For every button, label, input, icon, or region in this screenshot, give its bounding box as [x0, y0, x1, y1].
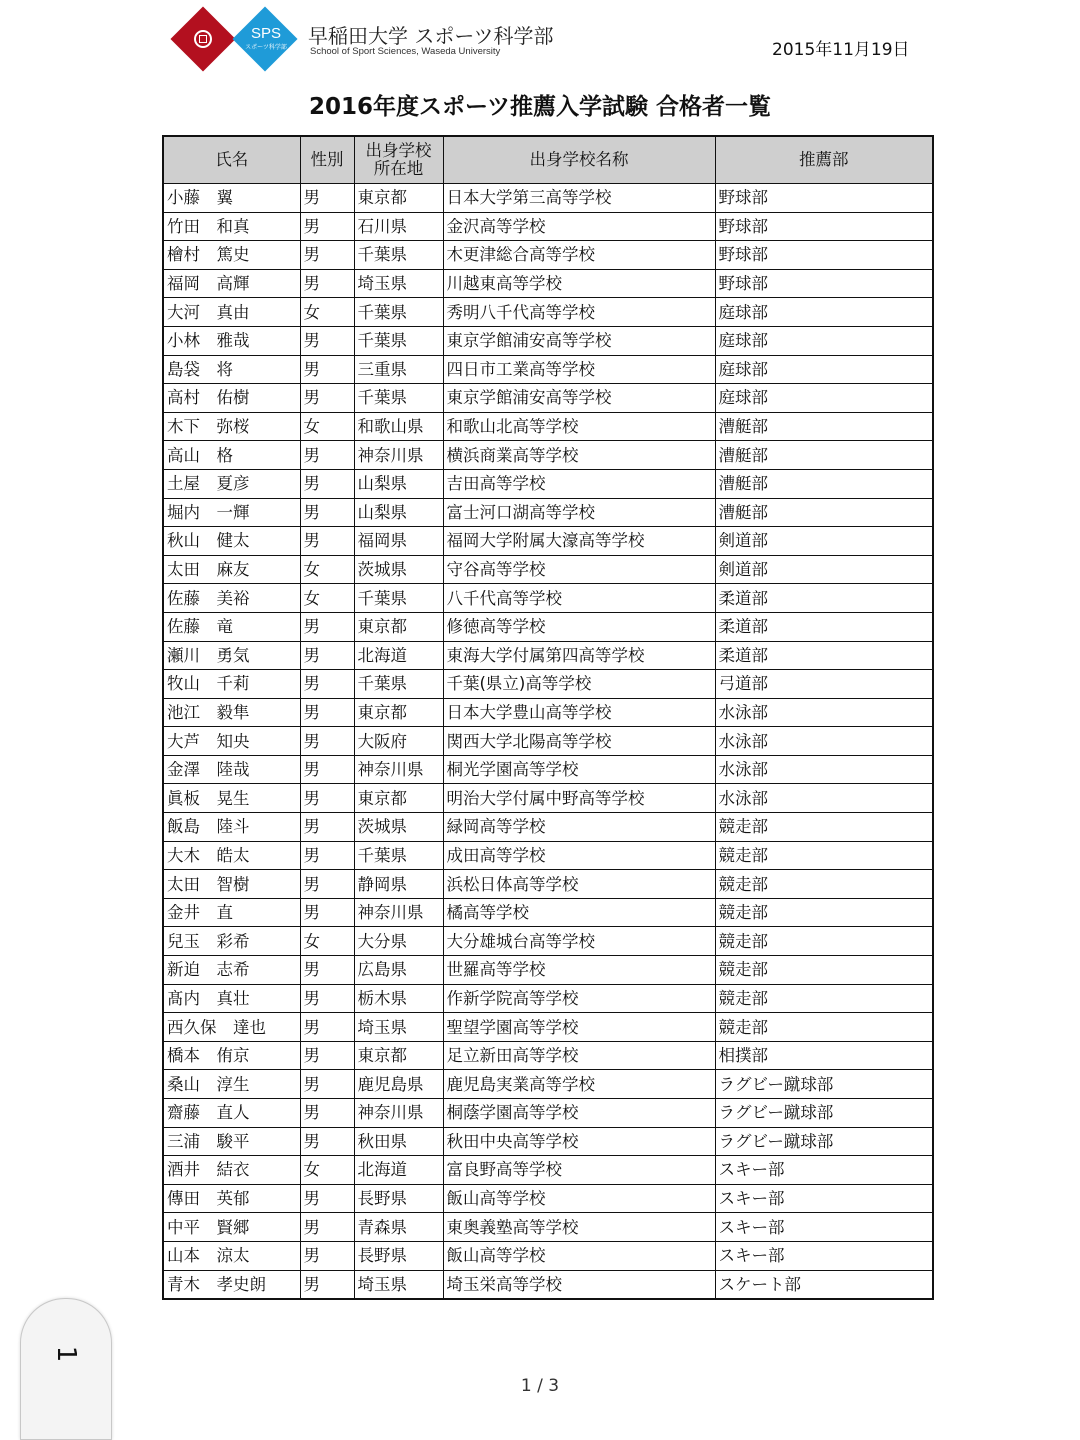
cell-location: 神奈川県 [354, 1099, 443, 1128]
cell-name: 齋藤 直人 [163, 1099, 300, 1128]
cell-location: 千葉県 [354, 241, 443, 270]
cell-school: 聖望学園高等学校 [443, 1013, 715, 1042]
cell-location: 鹿児島県 [354, 1070, 443, 1099]
cell-gender: 男 [300, 727, 354, 756]
cell-school: 川越東高等学校 [443, 269, 715, 298]
cell-club: 剣道部 [715, 555, 933, 584]
cell-club: スケート部 [715, 1270, 933, 1299]
cell-gender: 男 [300, 1099, 354, 1128]
page-title: 2016年度スポーツ推薦入学試験 合格者一覧 [308, 94, 772, 120]
cell-school: 金沢高等学校 [443, 212, 715, 241]
table-row [163, 527, 933, 556]
cell-gender: 男 [300, 1241, 354, 1270]
cell-gender: 男 [300, 469, 354, 498]
column-header-location-text: 出身学校所在地 [365, 141, 432, 178]
cell-school: 東京学館浦安高等学校 [443, 384, 715, 413]
cell-name: 大芦 知央 [163, 727, 300, 756]
cell-name: 瀬川 勇気 [163, 641, 300, 670]
cell-name: 山本 涼太 [163, 1241, 300, 1270]
cell-club: ラグビー蹴球部 [715, 1099, 933, 1128]
cell-name: 三浦 駿平 [163, 1127, 300, 1156]
cell-club: 野球部 [715, 184, 933, 213]
cell-gender: 女 [300, 555, 354, 584]
cell-location: 千葉県 [354, 670, 443, 699]
cell-name: 眞板 晃生 [163, 784, 300, 813]
table-row [163, 641, 933, 670]
cell-school: 浜松日体高等学校 [443, 870, 715, 899]
table-row [163, 1099, 933, 1128]
cell-gender: 男 [300, 698, 354, 727]
cell-gender: 男 [300, 1127, 354, 1156]
cell-gender: 男 [300, 527, 354, 556]
cell-name: 佐藤 美裕 [163, 584, 300, 613]
table-row [163, 1013, 933, 1042]
cell-name: 小藤 翼 [163, 184, 300, 213]
cell-location: 大分県 [354, 927, 443, 956]
table-row [163, 355, 933, 384]
cell-gender: 男 [300, 212, 354, 241]
cell-gender: 男 [300, 1184, 354, 1213]
cell-gender: 男 [300, 641, 354, 670]
cell-name: 堀内 一輝 [163, 498, 300, 527]
results-table [162, 135, 934, 1300]
university-name-jp: 早稲田大学 スポーツ科学部 [308, 24, 554, 48]
column-header-gender: 性別 [300, 136, 354, 184]
table-row [163, 841, 933, 870]
table-row [163, 784, 933, 813]
cell-club: 競走部 [715, 984, 933, 1013]
cell-location: 北海道 [354, 1156, 443, 1185]
cell-club: スキー部 [715, 1184, 933, 1213]
cell-gender: 男 [300, 956, 354, 985]
cell-gender: 男 [300, 384, 354, 413]
cell-club: 弓道部 [715, 670, 933, 699]
cell-school: 大分雄城台高等学校 [443, 927, 715, 956]
cell-location: 東京都 [354, 184, 443, 213]
cell-gender: 女 [300, 1156, 354, 1185]
table-row [163, 1070, 933, 1099]
table-row [163, 612, 933, 641]
table-row [163, 384, 933, 413]
cell-location: 広島県 [354, 956, 443, 985]
column-header-school: 出身学校名称 [443, 136, 715, 184]
cell-gender: 男 [300, 184, 354, 213]
cell-location: 埼玉県 [354, 269, 443, 298]
cell-school: 東海大学付属第四高等学校 [443, 641, 715, 670]
cell-club: 庭球部 [715, 384, 933, 413]
cell-school: 明治大学付属中野高等学校 [443, 784, 715, 813]
table-row [163, 670, 933, 699]
cell-name: 金井 直 [163, 898, 300, 927]
cell-name: 大河 真由 [163, 298, 300, 327]
cell-gender: 女 [300, 412, 354, 441]
cell-name: 牧山 千莉 [163, 670, 300, 699]
cell-club: 庭球部 [715, 355, 933, 384]
cell-school: 日本大学豊山高等学校 [443, 698, 715, 727]
column-header-location [354, 136, 443, 184]
table-header-row [163, 136, 933, 184]
cell-name: 青木 孝史朗 [163, 1270, 300, 1299]
table-row [163, 727, 933, 756]
cell-gender: 男 [300, 784, 354, 813]
cell-name: 桑山 淳生 [163, 1070, 300, 1099]
cell-location: 福岡県 [354, 527, 443, 556]
page-tab-button[interactable] [20, 1298, 112, 1440]
cell-name: 大木 皓太 [163, 841, 300, 870]
cell-club: 柔道部 [715, 584, 933, 613]
cell-name: 島袋 将 [163, 355, 300, 384]
cell-club: 漕艇部 [715, 498, 933, 527]
cell-school: 四日市工業高等学校 [443, 355, 715, 384]
cell-school: 秋田中央高等学校 [443, 1127, 715, 1156]
cell-school: 桐光学園高等学校 [443, 755, 715, 784]
cell-name: 髙内 真壮 [163, 984, 300, 1013]
cell-location: 千葉県 [354, 841, 443, 870]
table-row [163, 813, 933, 842]
cell-location: 千葉県 [354, 326, 443, 355]
cell-school: 富良野高等学校 [443, 1156, 715, 1185]
cell-school: 足立新田高等学校 [443, 1041, 715, 1070]
cell-location: 東京都 [354, 1041, 443, 1070]
table-body [163, 184, 933, 1300]
cell-name: 飯島 陸斗 [163, 813, 300, 842]
table-row [163, 1156, 933, 1185]
cell-club: 柔道部 [715, 641, 933, 670]
cell-location: 東京都 [354, 698, 443, 727]
cell-club: 水泳部 [715, 727, 933, 756]
header-logo [172, 8, 632, 72]
table-row [163, 898, 933, 927]
table-row [163, 1270, 933, 1299]
cell-club: 競走部 [715, 870, 933, 899]
cell-location: 北海道 [354, 641, 443, 670]
cell-school: 横浜商業高等学校 [443, 441, 715, 470]
cell-school: 秀明八千代高等学校 [443, 298, 715, 327]
cell-club: 野球部 [715, 212, 933, 241]
table-row [163, 441, 933, 470]
cell-name: 金澤 陸哉 [163, 755, 300, 784]
cell-club: スキー部 [715, 1241, 933, 1270]
cell-location: 長野県 [354, 1241, 443, 1270]
cell-school: 福岡大学附属大濠高等学校 [443, 527, 715, 556]
cell-club: 庭球部 [715, 326, 933, 355]
cell-club: スキー部 [715, 1156, 933, 1185]
cell-location: 千葉県 [354, 298, 443, 327]
page-indicator: 1 / 3 [520, 1376, 560, 1396]
cell-gender: 男 [300, 755, 354, 784]
cell-school: 日本大学第三高等学校 [443, 184, 715, 213]
cell-club: 競走部 [715, 898, 933, 927]
cell-gender: 男 [300, 1013, 354, 1042]
cell-gender: 男 [300, 498, 354, 527]
cell-school: 富士河口湖高等学校 [443, 498, 715, 527]
cell-location: 埼玉県 [354, 1270, 443, 1299]
cell-gender: 男 [300, 813, 354, 842]
cell-school: 守谷高等学校 [443, 555, 715, 584]
cell-location: 神奈川県 [354, 755, 443, 784]
cell-location: 山梨県 [354, 469, 443, 498]
cell-club: 競走部 [715, 927, 933, 956]
cell-name: 高山 格 [163, 441, 300, 470]
table-row [163, 555, 933, 584]
cell-club: 野球部 [715, 241, 933, 270]
table-row [163, 1041, 933, 1070]
sps-badge-subtext: スポーツ科学部 [245, 44, 287, 51]
cell-club: スキー部 [715, 1213, 933, 1242]
cell-name: 太田 智樹 [163, 870, 300, 899]
cell-location: 大阪府 [354, 727, 443, 756]
cell-name: 檜村 篤史 [163, 241, 300, 270]
table-row [163, 584, 933, 613]
cell-gender: 男 [300, 841, 354, 870]
cell-club: 競走部 [715, 956, 933, 985]
cell-school: 飯山高等学校 [443, 1241, 715, 1270]
column-header-name: 氏名 [163, 136, 300, 184]
table-row [163, 1213, 933, 1242]
table-row [163, 469, 933, 498]
crest-icon [194, 30, 212, 48]
table-row [163, 1127, 933, 1156]
cell-school: 東京学館浦安高等学校 [443, 326, 715, 355]
table-row [163, 326, 933, 355]
cell-school: 成田高等学校 [443, 841, 715, 870]
table-row [163, 298, 933, 327]
cell-name: 池江 毅隼 [163, 698, 300, 727]
cell-club: 野球部 [715, 269, 933, 298]
table-row [163, 184, 933, 213]
cell-club: ラグビー蹴球部 [715, 1070, 933, 1099]
table-row [163, 269, 933, 298]
cell-school: 鹿児島実業高等学校 [443, 1070, 715, 1099]
cell-name: 兒玉 彩希 [163, 927, 300, 956]
cell-club: 剣道部 [715, 527, 933, 556]
cell-club: ラグビー蹴球部 [715, 1127, 933, 1156]
table-row [163, 984, 933, 1013]
cell-gender: 男 [300, 870, 354, 899]
cell-name: 太田 麻友 [163, 555, 300, 584]
cell-club: 水泳部 [715, 784, 933, 813]
table-row [163, 927, 933, 956]
cell-name: 小林 雅哉 [163, 326, 300, 355]
table-row [163, 870, 933, 899]
cell-club: 競走部 [715, 841, 933, 870]
cell-club: 漕艇部 [715, 441, 933, 470]
cell-location: 和歌山県 [354, 412, 443, 441]
cell-school: 木更津総合高等学校 [443, 241, 715, 270]
cell-location: 秋田県 [354, 1127, 443, 1156]
cell-gender: 男 [300, 326, 354, 355]
cell-school: 桐蔭学園高等学校 [443, 1099, 715, 1128]
cell-name: 中平 賢郷 [163, 1213, 300, 1242]
table-row [163, 698, 933, 727]
cell-club: 競走部 [715, 1013, 933, 1042]
cell-location: 三重県 [354, 355, 443, 384]
cell-gender: 男 [300, 1213, 354, 1242]
cell-location: 栃木県 [354, 984, 443, 1013]
cell-name: 西久保 達也 [163, 1013, 300, 1042]
table-row [163, 412, 933, 441]
cell-club: 競走部 [715, 813, 933, 842]
cell-name: 佐藤 竜 [163, 612, 300, 641]
cell-name: 橋本 侑京 [163, 1041, 300, 1070]
cell-school: 緑岡高等学校 [443, 813, 715, 842]
table-row [163, 755, 933, 784]
university-name-en: School of Sport Sciences, Waseda University [310, 46, 501, 57]
cell-name: 木下 弥桜 [163, 412, 300, 441]
cell-club: 漕艇部 [715, 469, 933, 498]
cell-name: 土屋 夏彦 [163, 469, 300, 498]
cell-gender: 男 [300, 898, 354, 927]
cell-location: 神奈川県 [354, 441, 443, 470]
cell-location: 石川県 [354, 212, 443, 241]
cell-school: 作新学院高等学校 [443, 984, 715, 1013]
cell-location: 長野県 [354, 1184, 443, 1213]
cell-school: 千葉(県立)高等学校 [443, 670, 715, 699]
table-row [163, 1241, 933, 1270]
cell-name: 高村 佑樹 [163, 384, 300, 413]
cell-gender: 女 [300, 927, 354, 956]
cell-school: 吉田高等学校 [443, 469, 715, 498]
cell-school: 飯山高等学校 [443, 1184, 715, 1213]
cell-gender: 男 [300, 612, 354, 641]
cell-location: 山梨県 [354, 498, 443, 527]
cell-location: 茨城県 [354, 555, 443, 584]
cell-school: 東奥義塾高等学校 [443, 1213, 715, 1242]
cell-gender: 男 [300, 1070, 354, 1099]
cell-school: 埼玉栄高等学校 [443, 1270, 715, 1299]
cell-school: 橘高等学校 [443, 898, 715, 927]
cell-location: 東京都 [354, 612, 443, 641]
cell-gender: 男 [300, 441, 354, 470]
cell-name: 福岡 高輝 [163, 269, 300, 298]
cell-name: 竹田 和真 [163, 212, 300, 241]
cell-location: 茨城県 [354, 813, 443, 842]
table-row [163, 212, 933, 241]
table-row [163, 241, 933, 270]
cell-gender: 男 [300, 670, 354, 699]
cell-club: 柔道部 [715, 612, 933, 641]
cell-location: 静岡県 [354, 870, 443, 899]
document-date: 2015年11月19日 [772, 40, 910, 60]
cell-gender: 男 [300, 1041, 354, 1070]
cell-location: 埼玉県 [354, 1013, 443, 1042]
cell-location: 千葉県 [354, 384, 443, 413]
cell-club: 水泳部 [715, 755, 933, 784]
table-row [163, 498, 933, 527]
column-header-club: 推薦部 [715, 136, 933, 184]
cell-gender: 男 [300, 269, 354, 298]
cell-name: 秋山 健太 [163, 527, 300, 556]
cell-gender: 男 [300, 355, 354, 384]
cell-school: 修徳高等学校 [443, 612, 715, 641]
cell-location: 千葉県 [354, 584, 443, 613]
cell-school: 関西大学北陽高等学校 [443, 727, 715, 756]
cell-gender: 男 [300, 984, 354, 1013]
cell-club: 庭球部 [715, 298, 933, 327]
cell-club: 漕艇部 [715, 412, 933, 441]
cell-location: 東京都 [354, 784, 443, 813]
table-row [163, 956, 933, 985]
cell-location: 神奈川県 [354, 898, 443, 927]
cell-gender: 男 [300, 1270, 354, 1299]
table-row [163, 1184, 933, 1213]
cell-name: 傳田 英郁 [163, 1184, 300, 1213]
cell-club: 水泳部 [715, 698, 933, 727]
cell-school: 八千代高等学校 [443, 584, 715, 613]
cell-gender: 男 [300, 241, 354, 270]
cell-club: 相撲部 [715, 1041, 933, 1070]
cell-gender: 女 [300, 584, 354, 613]
cell-name: 新迫 志希 [163, 956, 300, 985]
cell-name: 酒井 結衣 [163, 1156, 300, 1185]
sps-badge-text: SPS [250, 25, 281, 42]
cell-school: 世羅高等学校 [443, 956, 715, 985]
cell-gender: 女 [300, 298, 354, 327]
cell-school: 和歌山北高等学校 [443, 412, 715, 441]
cell-location: 青森県 [354, 1213, 443, 1242]
page-tab-number: 1 [51, 1345, 81, 1363]
